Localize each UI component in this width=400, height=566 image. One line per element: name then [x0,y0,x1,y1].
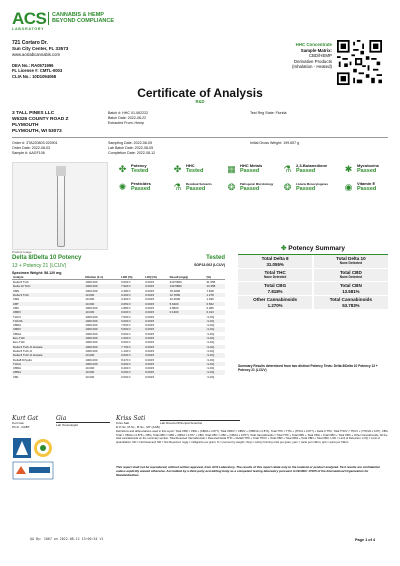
table-cell: 1000.000 [85,305,98,310]
table-cell: 7.500 ± [121,323,131,328]
table-cell: <LOQ [206,348,215,353]
sampling-info [108,141,155,156]
client-street: W6326 COUNTY ROAD Z [12,116,69,122]
logo-sub: LABORATORY [12,27,45,31]
table-cell: 1000.000 [85,280,98,285]
divider [12,137,388,138]
table-cell: Delta 10 THC [12,284,84,288]
table-cell: 0.0015 [145,323,155,328]
table-cell: 1000.000 [84,345,120,349]
test-badge-vitamin-e [343,182,376,193]
table-cell: 0.0015 [144,353,168,357]
table-cell: 0.0015 [145,357,155,362]
table-cell: 0.0015 [144,362,168,366]
table-cell: 0.300 ± [121,297,131,302]
table-cell: 1000.000 [85,314,98,319]
table-cell: 0.0015 [145,288,155,293]
potency-summary-title [238,245,388,255]
table-cell: 0.0015 [144,293,168,297]
table-cell: 78.1800 [169,288,181,293]
table-cell: 10.000 [84,302,120,306]
sample-matrix-line: CBD/HEMP [308,53,332,58]
column-header: Result (mg/g) [169,276,206,280]
potency-table [12,276,225,379]
extracted-from: Extracted From: Hemp [108,120,145,125]
table-cell: <LOQ [205,362,225,366]
column-header: (%) [205,276,225,280]
signer-name: Kurt Gat [12,421,24,426]
order-info [12,141,58,156]
table-cell: <LOQ [206,366,215,371]
table-cell: Delta 8 THC-O [13,348,33,353]
test-status: Passed [296,168,316,175]
potency-subtitle: 13 + Potency 21 (LCUV) [12,263,67,269]
signature: Kriss Sati [116,415,146,422]
table-cell: Exo-THC [13,340,25,345]
test-name: Mycotoxins [357,163,380,168]
table-cell: 5.000 ± [121,340,131,345]
table-cell: 310.5500 [169,280,182,285]
table-cell: 1000.000 [85,340,98,345]
table-cell: CBDA [13,366,22,371]
table-cell: 0.000 ± [120,362,144,366]
table-cell: 0.0015 [145,280,155,285]
product-image [12,162,108,250]
table-cell: 7.900 ± [120,284,144,288]
table-cell: 10.3000 [169,297,181,302]
sample-matrix-line: Derivative Products [293,58,332,64]
column-header: Dilution (1:n) [84,276,120,280]
table-cell: 0.200 ± [120,293,144,297]
flask-icon: ⚗ [283,164,292,175]
table-cell: 10.000 [84,293,120,297]
summary-value: 7.818% [267,288,283,294]
table-cell: <LOQ [206,374,215,379]
table-cell: 1.100 ± [121,348,131,353]
table-cell: 0.562 [205,302,225,306]
summary-label: Total CBN [339,283,362,289]
test-badge-solvents [172,182,212,193]
test-name: 2,3-Butanedione [296,163,328,168]
microbe-icon: ❂ [227,182,236,193]
table-cell: 0.0015 [144,302,168,306]
summary-label: Total Delta 8 [261,256,289,261]
clia-number: CLIA No.: 10D1094068 [12,73,57,79]
summary-title-text: Potency Summary [288,245,345,252]
table-cell: 2.8600 [169,305,179,310]
potency-table-body [12,280,225,379]
tagline-line: CANNABIS & HEMP [52,12,104,18]
logo-main: ACS [12,9,47,28]
summary-note: Summary Results determined from two distinct Potency Tests: Delta 8/Delta 10 Potency 13 + Potency 21 (LCUV) [238,364,378,373]
table-cell: 7.500 ± [121,314,131,319]
table-cell: CBC [13,305,20,310]
summary-cell [314,296,388,309]
table-cell: CBDV [12,310,84,314]
client-state-zip: PLYMOUTH, WI 53073 [12,128,62,134]
fl-license: FL License #: CMTL-0003 [12,68,63,74]
microbe-icon: ❂ [283,182,292,193]
test-reg-state: Test Reg State: Florida [250,111,287,115]
table-cell: 8.470 ± [121,357,131,362]
table-cell: Delta 8 THC [13,280,29,285]
table-cell: 0.0015 [145,297,155,302]
summary-label: Other Cannabinoids [253,297,298,303]
table-cell: CBGA [13,331,22,336]
metals-icon: ▦ [227,164,236,175]
client-name: 3 TALL PINES LLC [12,111,55,116]
lab-address [12,40,68,57]
test-badge-microbiology [226,182,273,193]
initial-gross-weight: Initial Gross Weight: 199.657 g [250,141,300,145]
table-cell: 0.000 ± [120,319,144,323]
table-cell: <LOQ [206,323,215,328]
table-cell: <LOQ [205,336,225,340]
potency-sop: SOP13.002 (LCUV) [194,263,225,267]
definitions-text: Definitions and abbreviations used in this report: Total CBD = CBD + (CBDA x 0.877), Total CBDV = CBDV + (CBDVA x 0.871), Total THC = THC + (THCA x 0.877) + Delta 9 THC, Total THCV = THCV + (THCVA x 0.87), CBG Total = CBGA x 0.878 + CBG, Total CBN = CBN + CBNA x 0.877 + CBN, Total CBC = CBC + (CBCA x 0.877). Total Cannabinoids = Total THC + Total CBD + Total CBG + Total CBN + Total CBC + Other Cannabinoids. All the total cannabinoids on the summary section. Total Detected Cannabinoids = Detected Delta THC + Delta9 THC + Total THCV + Total CBD + Total CBG + Total CBN + Total CBC. LOD = Limit of Detection; LOQ = Limit of Quantitation; ND = Not Detected; NR = Not Reported. mg/g = milligrams per gram; % = percent by weight; cfu/g = colony forming units per gram; ppm = parts per million; ppb = parts per billion. [116,430,388,444]
table-cell: 1000.000 [84,336,120,340]
summary-cell [238,282,312,295]
aa-logo-icon [13,438,31,458]
test-status: Passed [240,168,260,175]
leaf-icon: ✤ [173,164,182,175]
table-cell: 1000.000 [85,331,98,336]
table-cell: CBDV [12,327,84,331]
test-name: Residual Solvents [186,181,212,186]
document-subtitle: R&D [195,99,205,104]
table-cell: <LOQ [206,331,215,336]
vitamin-icon: ◉ [344,182,353,193]
table-cell: 0.0015 [145,331,155,336]
leaf-icon: ✤ [118,164,127,175]
table-cell: <LOQ [206,357,215,362]
test-status: Passed [131,186,151,193]
qr-code-icon[interactable] [337,40,382,85]
table-cell: 6.500 ± [120,327,144,331]
tagline-line: BEYOND COMPLIANCE [52,18,115,25]
leaf-icon: ✤ [281,245,289,252]
signature-block [56,415,110,427]
batch-date: Batch Date: 2022-06-22 [108,115,147,120]
disclaimer-text: This report shall not be reproduced, without written approval, from ACS Laboratory. The results of this report relate only to the material or product analyzed. Test results are confidential unless explicitly waived otherwise. Accredited by a third-party accrediting body as a competent testing laboratory pursuant to ISO/IEC 17025 of the International Organization for Standardization. [116,465,380,477]
table-cell: 12.7800 [169,293,206,297]
test-name: HHC [186,163,195,168]
test-badge-potency [117,164,148,175]
table-cell: CBDA [13,323,22,328]
order-date: Order Date: 2022-08-03 [12,145,51,150]
signature-block [160,420,240,425]
potency-summary-grid [238,255,388,309]
signature-block [116,415,160,430]
mold-icon: ✱ [344,164,353,175]
document-title: Certificate of Analysis [137,86,263,100]
table-cell: <LOQ [205,327,225,331]
table-cell: 0.0015 [144,370,168,374]
lab-street: 721 Cortaro Dr. [12,40,48,46]
table-cell: 0.0015 [145,340,155,345]
table-cell: 0.286 [206,305,214,310]
acs-logo [12,10,132,38]
qa-footer: QA By: 1067 on 2022-08-12 13:00:54 V1 [30,537,104,541]
vial-body [57,169,65,247]
table-cell: 0.0015 [145,366,155,371]
table-cell: 0.050 ± [120,302,144,306]
signature: Gia [56,415,67,422]
summary-cell [314,269,388,280]
table-cell: Delta 9 THC [12,293,84,297]
page-number: Page 1 of 4 [355,538,376,542]
sample-type: HHC Concentrate [295,42,332,47]
table-cell: 0.0015 [145,314,155,319]
summary-cell [314,282,388,295]
table-cell: 133.5800 [169,284,206,288]
table-cell: <LOQ [206,340,215,345]
potency-section-title: Delta 8/Delta 10 Potency [12,255,82,261]
column-header: LOD (%) [120,276,144,280]
table-cell: 1000.000 [84,284,120,288]
table-cell: <LOQ [206,314,215,319]
sample-matrix-info [292,42,332,70]
test-status: Passed [357,168,377,175]
signer-title: Ph.D., DABT [12,424,30,429]
summary-value: 31.055% [266,261,284,267]
summary-value: None Detected [339,274,363,279]
table-cell: CBG [13,297,20,302]
test-name: Potency [131,163,147,168]
test-name: Pathogenic Microbiology [240,181,274,186]
table-cell: 0.0015 [145,305,155,310]
summary-value: 53.783% [342,302,360,308]
table-cell: 10.000 [84,370,120,374]
lab-website[interactable]: www.acslabcannabis.com [12,51,60,57]
sampling-date: Sampling Date: 2022-08-05 [108,141,152,145]
table-cell [169,375,206,379]
test-badge-listeria [282,182,328,193]
summary-cell [238,296,312,309]
column-header: Analyte [12,276,84,280]
table-cell: Delta 9 THC-O Acetate [12,345,84,349]
table-cell: 1000.000 [84,362,120,366]
table-cell: 31.055 [206,280,216,285]
test-badge-butanedione [282,164,327,175]
signer-role: Lab Director/Principal Scientist [160,420,240,425]
table-cell: 1000.000 [85,323,98,328]
table-cell: 0.0015 [144,327,168,331]
signature-block [12,415,38,430]
logo-tagline [48,12,114,25]
summary-label: Total THC [264,270,286,276]
table-cell: 1.278 [205,293,225,297]
table-cell: THCA [12,362,84,366]
test-status: Passed [240,185,260,192]
accreditation-logos [12,437,54,481]
summary-cell [238,269,312,280]
signer-title: D.H.Sc, M.Sc., B.Sc., MT (AAB) [116,424,160,429]
test-badge-pesticides [117,182,151,193]
table-cell: 0.000 ± [121,374,131,379]
table-cell: 0.0015 [144,310,168,314]
batch-info [108,111,148,126]
summary-cell [314,255,388,268]
test-badge-metals [226,164,262,175]
client-city: PLYMOUTH [12,122,39,128]
vial-cap [56,166,66,176]
test-status: Tested [186,168,204,175]
test-name: Listeria Monocytogenes [296,181,329,186]
table-row [12,375,225,379]
sample-number: Sample #: AAGF106 [12,150,45,155]
lab-identifiers [12,63,62,79]
table-cell: 1.880 ± [121,305,131,310]
table-cell: <LOQ [205,370,225,374]
table-cell: 5.6200 [169,302,206,306]
table-cell: 0.0015 [144,284,168,288]
table-cell: 10.000 [85,297,95,302]
table-cell: 0.013 [205,310,225,314]
table-cell: 7.700 ± [120,345,144,349]
test-name: Pesticides [131,181,151,186]
table-cell: 0.0015 [144,336,168,340]
test-badge-hhc [172,164,203,175]
table-cell: Delta 8 THC-O Acetate [12,353,84,357]
test-status: Passed [357,186,377,193]
table-cell: 1000.000 [85,357,98,362]
table-cell: CBL [13,374,19,379]
summary-value: 13.581% [342,288,360,294]
table-cell: 1000.000 [84,327,120,331]
table-cell: 10.000 [84,353,120,357]
table-cell: 10.000 [85,374,95,379]
table-cell: 0.0015 [144,319,168,323]
cert-seal-icon [34,439,52,457]
table-cell: 0.1300 [169,310,206,314]
summary-cell [238,255,312,268]
flask-icon: ⚗ [173,182,182,193]
table-cell: THCVA [12,319,84,323]
table-cell: 1.000 ± [120,336,144,340]
ahca-logo-icon [13,462,53,479]
summary-label: Total Cannabinoids [329,297,373,303]
table-cell: 0.0015 [145,374,155,379]
product-image-caption: Product Image [12,250,32,254]
column-header: LOQ (%) [144,276,168,280]
lab-city: Sun City Center, FL 33573 [12,46,69,52]
dea-number: DEA No.: RA0571996 [12,63,54,68]
potency-status: Tested [206,255,225,261]
completion-date: Completion Date: 2022-08-12 [108,150,156,155]
specimen-weight: Specimen Weight: 58.120 mg [12,271,62,275]
test-status: Passed [186,185,206,192]
summary-label: Total Delta 10 [336,256,366,261]
table-cell: 1000.000 [85,288,98,293]
summary-value: 1.270% [267,302,283,308]
table-cell: <LOQ [205,353,225,357]
table-cell: CBT [12,302,84,306]
lab-batch-date: Lab Batch Date: 2022-08-05 [108,145,154,150]
table-cell: CBN [13,288,20,293]
table-cell: THCV [13,314,21,319]
table-cell: Exo-THC [12,336,84,340]
table-cell: Delta8 Dihydro [13,357,33,362]
order-number: Order #: 3TA220803-020001 [12,141,58,145]
table-cell: 10.000 [85,366,95,371]
signer-role: Lab Toxicologist [56,422,110,427]
table-cell: 0.0015 [144,345,168,349]
bug-icon: ✺ [118,182,127,193]
table-cell: 10.000 [84,310,120,314]
table-cell: CBNA [12,370,84,374]
table-cell: 1000.000 [84,319,120,323]
sample-matrix-label: Sample Matrix: [300,47,332,53]
test-name: HHC Metals [240,163,263,168]
test-name: Vitamin E [357,181,376,186]
table-cell: 1000.000 [85,348,98,353]
sample-matrix-line: (Inhalation - Heated) [291,64,332,69]
table-cell: 0.0015 [145,348,155,353]
table-cell: 13.358 [205,284,225,288]
test-status: Passed [296,185,316,192]
summary-label: Total CBG [264,283,287,289]
signatures-row [12,415,388,429]
table-cell: 2.480 ± [121,288,131,293]
summary-value: None Detected [339,260,363,265]
table-cell: 1.030 [206,297,214,302]
table-cell: <LOQ [205,319,225,323]
batch-number: Batch #: HHC 01-062222 [108,111,149,115]
table-cell: 7.818 [206,288,214,293]
signer-name: Kriss Sati [116,421,130,426]
summary-value: None Detected [263,274,287,279]
table-cell: 0.400 ± [121,366,131,371]
summary-label: Total CBD [339,270,362,276]
table-cell: 0.000 ± [121,331,131,336]
client-address [12,111,68,135]
signature: Kurt Gat [12,415,39,422]
table-cell: 0.000 ± [121,280,131,285]
test-status: Tested [131,168,149,175]
table-cell: 0.000 ± [120,310,144,314]
table-cell: 0.000 ± [120,370,144,374]
test-badge-mycotoxins [343,164,379,175]
table-cell: <LOQ [205,345,225,349]
table-cell: 0.000 ± [120,353,144,357]
